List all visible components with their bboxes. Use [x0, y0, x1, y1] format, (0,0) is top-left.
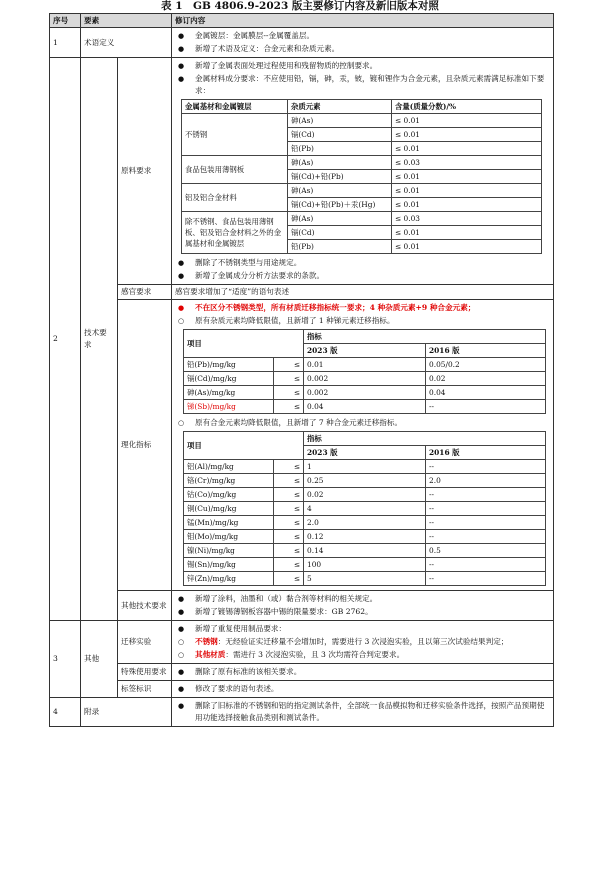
value-2016: -- [426, 516, 546, 530]
value-2023: 0.01 [304, 358, 426, 372]
circle-bullet-icon: ○ [178, 419, 185, 427]
content-cell [172, 664, 554, 681]
item-name: 钼(Mo)/mg/kg [184, 530, 274, 544]
circle-bullet-icon: ○ [178, 317, 185, 325]
bullet-icon: ● [178, 32, 185, 40]
list-item: ● 不在区分不锈钢类型，所有材质迁移指标统一要求；4 种杂质元素+9 种合金元素； [178, 303, 476, 312]
row-number: 1 [50, 28, 81, 58]
list-item: ● 新增了金属表面处理过程使用和残留物质的控制要求。 [178, 61, 378, 70]
material-name: 食品包装用薄钢板 [182, 156, 288, 184]
col-header-2016: 2016 版 [426, 344, 546, 358]
element-name: 砷(As) [288, 184, 392, 198]
header-content: 修订内容 [172, 14, 554, 28]
item-name: 铅(Pb)/mg/kg [184, 358, 274, 372]
le-sign: ≤ [274, 400, 304, 414]
content-cell [172, 28, 554, 58]
value-2016: 0.5 [426, 544, 546, 558]
element-name: 镉(Cd)+铅(Pb)＋汞(Hg) [288, 198, 392, 212]
value-2023: 100 [304, 558, 426, 572]
le-sign: ≤ [274, 516, 304, 530]
material-name: 除不锈钢、食品包装用薄钢板、铝及铝合金材料之外的金属基材和金属镀层 [182, 212, 288, 254]
list-item: ● 新增了重复使用制品要求： [178, 624, 287, 633]
value-2016: 2.0 [426, 474, 546, 488]
value-2016: -- [426, 460, 546, 474]
sub-element-label: 迁移实验 [118, 621, 172, 664]
limit-value: ≤ 0.03 [392, 156, 542, 170]
table-row [184, 460, 546, 474]
row-physchem [50, 300, 554, 591]
element-name: 铅(Pb) [288, 240, 392, 254]
bullet-icon: ● [178, 685, 185, 693]
col-header: 金属基材和金属镀层 [182, 100, 288, 114]
value-2023: 1 [304, 460, 426, 474]
item-name: 锑(Sb)/mg/kg [184, 400, 274, 414]
element-name: 镉(Cd) [288, 128, 392, 142]
circle-bullet-icon: ○ [178, 651, 185, 659]
bullet-icon: ● [178, 595, 185, 603]
content-cell [172, 621, 554, 664]
item-name: 锰(Mn)/mg/kg [184, 516, 274, 530]
le-sign: ≤ [274, 544, 304, 558]
le-sign: ≤ [274, 474, 304, 488]
list-item: ● 新增了金属成分分析方法要求的条款。 [178, 271, 325, 280]
table-row [184, 488, 546, 502]
col-header-item: 项目 [184, 432, 304, 460]
le-sign: ≤ [274, 530, 304, 544]
value-2023: 0.002 [304, 372, 426, 386]
element-name: 镉(Cd) [288, 226, 392, 240]
material-name: 铝及铝合金材料 [182, 184, 288, 212]
limit-value: ≤ 0.01 [392, 184, 542, 198]
col-header-2023: 2023 版 [304, 344, 426, 358]
le-sign: ≤ [274, 488, 304, 502]
sub-element-label: 标签标识 [118, 681, 172, 698]
item-name: 锌(Zn)/mg/kg [184, 572, 274, 586]
value-2023: 0.12 [304, 530, 426, 544]
row-number: 2 [50, 58, 81, 621]
sub-element-label: 理化指标 [118, 300, 172, 591]
col-header-2016: 2016 版 [426, 446, 546, 460]
le-sign: ≤ [274, 558, 304, 572]
value-2023: 0.002 [304, 386, 426, 400]
list-item: ○ 不锈钢：无经验证实迁移量不会增加时，需要进行 3 次浸泡实验，且以第三次试验结果判定； [178, 637, 509, 646]
value-2016: 0.02 [426, 372, 546, 386]
bullet-icon: ● [178, 702, 185, 710]
list-item: ● 删除了旧标准的不锈钢和铝的指定测试条件，全部统一食品模拟物和迁移实验条件选择，按照产品预期使用功能选择接触食品类别和测试条件。 [178, 701, 545, 722]
bullet-icon: ● [178, 625, 185, 633]
bullet-icon: ● [178, 75, 185, 83]
value-2023: 5 [304, 572, 426, 586]
list-item: ○ 其他材质：需进行 3 次浸泡实验，且 3 次均需符合判定要求。 [178, 650, 405, 659]
value-2016: -- [426, 502, 546, 516]
limit-value: ≤ 0.01 [392, 128, 542, 142]
value-2023: 0.04 [304, 400, 426, 414]
row-migration [50, 621, 554, 664]
item-name: 钴(Co)/mg/kg [184, 488, 274, 502]
content-cell [172, 591, 554, 621]
table-row [184, 544, 546, 558]
content-cell [172, 681, 554, 698]
bullet-icon: ● [178, 272, 185, 280]
table-caption: 表 1 GB 4806.9-2023 版主要修订内容及新旧版本对照 [161, 0, 439, 12]
value-2023: 2.0 [304, 516, 426, 530]
table-row [184, 474, 546, 488]
sub-element-label: 特殊使用要求 [118, 664, 172, 681]
table-row [184, 572, 546, 586]
row-terms [50, 28, 554, 58]
limit-value: ≤ 0.01 [392, 226, 542, 240]
sub-element-label: 原料要求 [118, 58, 172, 285]
alloy-migration-table [183, 431, 546, 586]
content-cell [172, 300, 554, 591]
value-2016: 0.05/0.2 [426, 358, 546, 372]
list-item: ○ 原有合金元素均降低限值，且新增了 7 种合金元素迁移指标。 [178, 418, 403, 427]
le-sign: ≤ [274, 460, 304, 474]
bullet-icon: ● [178, 608, 185, 616]
item-name: 铬(Cr)/mg/kg [184, 474, 274, 488]
bullet-icon: ● [178, 62, 185, 70]
table-row [184, 530, 546, 544]
list-item: ● 删除了不锈钢类型与用途规定。 [178, 258, 302, 267]
row-number: 4 [50, 698, 81, 727]
header-element: 要素 [81, 14, 172, 28]
content-cell [172, 58, 554, 285]
row-labeling [50, 681, 554, 698]
bullet-icon: ● [178, 259, 185, 267]
element-name: 镉(Cd)+铅(Pb) [288, 170, 392, 184]
impurity-migration-table [183, 329, 546, 414]
row-sensory [50, 285, 554, 300]
table-row [184, 400, 546, 414]
list-item: ● 新增了涂料，油墨和（或）黏合剂等材料的相关规定。 [178, 594, 378, 603]
item-name: 铜(Cu)/mg/kg [184, 502, 274, 516]
list-item: ● 新增了术语及定义：合金元素和杂质元素。 [178, 44, 340, 53]
element-name: 砷(As) [288, 212, 392, 226]
sub-element-label: 其他技术要求 [118, 591, 172, 621]
col-header-item: 项目 [184, 330, 304, 358]
le-sign: ≤ [274, 358, 304, 372]
table-row [184, 386, 546, 400]
content-cell [172, 698, 554, 727]
col-header-index: 指标 [304, 432, 546, 446]
header-no: 序号 [50, 14, 81, 28]
element-label: 附录 [81, 698, 172, 727]
material-name: 不锈钢 [182, 114, 288, 156]
le-sign: ≤ [274, 372, 304, 386]
item-name: 锡(Sn)/mg/kg [184, 558, 274, 572]
table-row [184, 358, 546, 372]
element-label: 术语定义 [81, 28, 172, 58]
col-header-index: 指标 [304, 330, 546, 344]
row-number: 3 [50, 621, 81, 698]
col-header: 杂质元素 [288, 100, 392, 114]
table-row [184, 558, 546, 572]
item-name: 镉(Cd)/mg/kg [184, 372, 274, 386]
item-name: 铝(Al)/mg/kg [184, 460, 274, 474]
value-2016: -- [426, 558, 546, 572]
row-appendix [50, 698, 554, 727]
list-item: ● 删除了原有标准的该相关要求。 [178, 667, 302, 676]
bullet-icon: ● [178, 45, 185, 53]
value-2016: 0.04 [426, 386, 546, 400]
list-item: ● 金属镀层：金属膜层--金属覆盖层。 [178, 31, 315, 40]
item-name: 镍(Ni)/mg/kg [184, 544, 274, 558]
limit-value: ≤ 0.01 [392, 240, 542, 254]
le-sign: ≤ [274, 572, 304, 586]
value-2016: -- [426, 488, 546, 502]
limit-value: ≤ 0.01 [392, 170, 542, 184]
table-row [184, 372, 546, 386]
value-2016: -- [426, 400, 546, 414]
element-name: 砷(As) [288, 114, 392, 128]
element-label: 技术要求 [81, 58, 118, 621]
table-header-row [50, 14, 554, 28]
value-2016: -- [426, 530, 546, 544]
value-2023: 0.25 [304, 474, 426, 488]
limit-value: ≤ 0.01 [392, 198, 542, 212]
circle-bullet-icon: ○ [178, 638, 185, 646]
content-cell: 感官要求增加了“适度”的语句表述 [172, 285, 554, 300]
row-other-technical [50, 591, 554, 621]
limit-value: ≤ 0.03 [392, 212, 542, 226]
bullet-icon: ● [178, 303, 185, 312]
value-2023: 4 [304, 502, 426, 516]
row-special-use [50, 664, 554, 681]
impurity-content-table [181, 99, 542, 254]
table-row [184, 502, 546, 516]
list-item: ● 金属材料成分要求：不应使用铅，镉，砷，汞，铍，镀和锂作为合金元素，且杂质元素需满足标准如下要求： [178, 74, 545, 95]
element-label: 其他 [81, 621, 118, 698]
col-header: 含量(质量分数)/% [392, 100, 542, 114]
element-name: 铅(Pb) [288, 142, 392, 156]
value-2023: 0.02 [304, 488, 426, 502]
item-name: 砷(As)/mg/kg [184, 386, 274, 400]
limit-value: ≤ 0.01 [392, 142, 542, 156]
value-2023: 0.14 [304, 544, 426, 558]
sub-element-label: 感官要求 [118, 285, 172, 300]
element-name: 砷(As) [288, 156, 392, 170]
table-row [184, 516, 546, 530]
list-item: ● 新增了镀锡薄钢板容器中锡的限量要求：GB 2762。 [178, 607, 373, 616]
row-raw-material [50, 58, 554, 285]
comparison-table [49, 13, 554, 727]
limit-value: ≤ 0.01 [392, 114, 542, 128]
value-2016: -- [426, 572, 546, 586]
le-sign: ≤ [274, 502, 304, 516]
le-sign: ≤ [274, 386, 304, 400]
bullet-icon: ● [178, 668, 185, 676]
list-item: ○ 原有杂质元素均降低限值，且新增了 1 种锑元素迁移指标。 [178, 316, 395, 325]
list-item: ● 修改了要求的语句表述。 [178, 684, 279, 693]
col-header-2023: 2023 版 [304, 446, 426, 460]
